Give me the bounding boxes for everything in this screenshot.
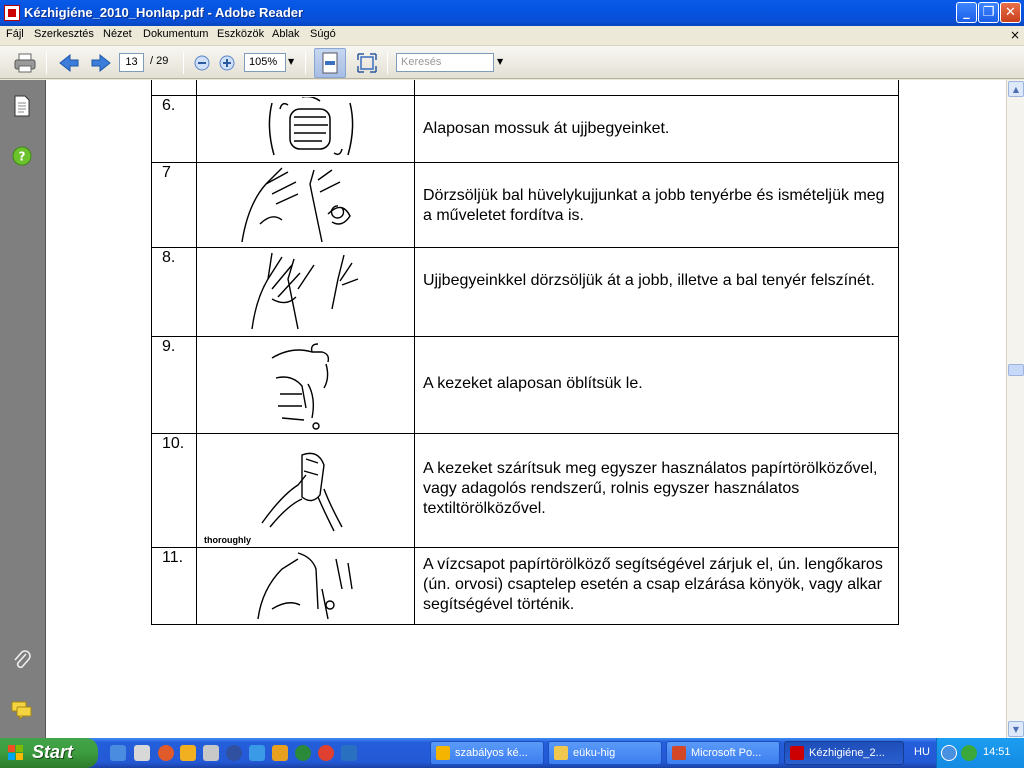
powerpoint-icon (672, 746, 686, 760)
scroll-down-button[interactable] (1008, 721, 1024, 737)
paperclip-icon (12, 649, 32, 671)
column-divider (414, 162, 415, 247)
column-divider (196, 95, 197, 162)
folder-icon (554, 746, 568, 760)
chrome-icon (436, 746, 450, 760)
dry-hands-illustration (202, 435, 408, 549)
menu-view[interactable]: Nézet (103, 28, 132, 40)
taskbar-item-label: szabályos ké... (455, 747, 528, 759)
arrow-right-icon (90, 53, 112, 73)
palm-rub-illustration (202, 249, 408, 339)
step-text: A kezeket alaposan öblítsük le. (423, 375, 643, 392)
zoom-out-icon (193, 54, 211, 72)
table-row (151, 433, 899, 548)
window-title: Kézhigiéne_2010_Honlap.pdf - Adobe Reader (24, 5, 304, 20)
table-row (151, 162, 899, 248)
step-number: 10. (162, 435, 185, 452)
step-text: Dörzsöljük bal hüvelykujjunkat a jobb tenyérbe és ismételjük meg a műveletet fordítva is. (423, 187, 885, 224)
taskbar (0, 738, 1024, 768)
full-screen-button[interactable] (354, 50, 380, 76)
column-divider (196, 80, 197, 95)
toolbar-separator (183, 52, 184, 74)
pages-panel-button[interactable] (10, 94, 34, 118)
fit-page-icon (315, 49, 345, 77)
start-button[interactable] (0, 738, 98, 768)
print-button[interactable] (12, 50, 38, 76)
toolbar-separator (305, 52, 306, 74)
table-row (151, 95, 899, 163)
step-text: A vízcsapot papírtörölköző segítségével zárjuk el, ún. lengőkaros (ún. orvosi) csaptelep esetén a csap elzárása könyök, vagy alkar segítségével történik. (423, 556, 883, 613)
system-tray (936, 738, 1024, 768)
column-divider (414, 80, 415, 95)
fit-width-button[interactable] (314, 48, 346, 78)
quicklaunch-icon[interactable] (203, 745, 219, 761)
step-number: 8. (162, 249, 176, 266)
toolbar-separator (387, 52, 388, 74)
zoom-in-icon (218, 54, 236, 72)
menu-window[interactable]: Ablak (272, 28, 300, 40)
column-divider (196, 433, 197, 547)
menu-document[interactable]: Dokumentum (143, 28, 209, 40)
table-row (151, 547, 899, 625)
column-divider (414, 247, 415, 336)
start-label: Start (32, 742, 74, 762)
printer-icon (13, 52, 37, 74)
restore-icon: ❐ (982, 5, 995, 20)
taskbar-item-chrome[interactable] (430, 741, 544, 765)
rinse-hands-illustration (202, 338, 408, 436)
step-number: 9. (162, 338, 176, 355)
close-tap-illustration (202, 549, 408, 627)
search-input[interactable]: Keresés (396, 53, 494, 72)
step-number: 6. (162, 97, 176, 114)
thumb-rub-illustration (202, 164, 408, 250)
menu-tools[interactable]: Eszközök (217, 28, 265, 40)
column-divider (196, 336, 197, 433)
comments-button[interactable] (10, 698, 34, 722)
column-divider (414, 336, 415, 433)
language-indicator[interactable]: HU (914, 746, 930, 758)
zoom-input[interactable]: 105% (244, 53, 286, 72)
menu-bar (0, 26, 1024, 46)
quicklaunch-icon[interactable] (341, 745, 357, 761)
step-text: Alaposan mossuk át ujjbegyeinket. (423, 120, 670, 137)
zoom-out-button[interactable] (189, 50, 215, 76)
table-row (151, 336, 899, 434)
attachments-button[interactable] (10, 648, 34, 672)
vertical-scrollbar[interactable] (1006, 80, 1024, 738)
quicklaunch-icon[interactable] (226, 745, 242, 761)
maximize-button[interactable] (978, 2, 999, 23)
column-divider (196, 247, 197, 336)
arrow-left-icon (58, 53, 80, 73)
scroll-thumb[interactable] (1008, 364, 1024, 376)
page-total: / 29 (150, 55, 169, 67)
help-icon (12, 146, 32, 166)
page-icon (13, 95, 31, 117)
step-number: 11. (162, 549, 184, 566)
quicklaunch-icon[interactable] (158, 745, 174, 761)
toolbar (0, 46, 1024, 79)
expand-icon (356, 52, 378, 74)
document-view[interactable] (46, 80, 1006, 738)
taskbar-item-adobe-reader[interactable] (784, 741, 904, 765)
windows-logo-icon (8, 745, 24, 761)
chevron-up-icon: ▲ (1012, 84, 1020, 94)
column-divider (196, 162, 197, 247)
close-document-icon[interactable]: × (1010, 28, 1021, 42)
tray-status-icon[interactable] (961, 745, 977, 761)
quicklaunch-icon[interactable] (272, 745, 288, 761)
quicklaunch-icon[interactable] (134, 745, 150, 761)
step-text: Ujjbegyeinkkel dörzsöljük át a jobb, illetve a bal tenyér felszínét. (423, 272, 875, 289)
menu-file[interactable]: Fájl (6, 28, 24, 40)
menu-help[interactable]: Súgó (310, 28, 336, 40)
table-row-partial (151, 80, 899, 96)
comment-icon (11, 700, 33, 720)
hands-fingertips-illustration (202, 97, 408, 165)
svg-text:thoroughly: thoroughly (204, 535, 251, 545)
close-icon: ✕ (1005, 5, 1016, 20)
taskbar-item-label: Microsoft Po... (691, 747, 762, 759)
zoom-dropdown-icon[interactable]: ▼ (288, 57, 295, 66)
taskbar-item-folder[interactable] (548, 741, 662, 765)
adobe-reader-icon (790, 746, 804, 760)
table-row (151, 247, 899, 337)
column-divider (196, 547, 197, 624)
taskbar-item-label: eüku-hig (573, 747, 616, 759)
clock: 14:51 (983, 746, 1011, 758)
show-hidden-icons-button[interactable] (941, 745, 957, 761)
taskbar-item-label: Kézhigiéne_2... (809, 747, 885, 759)
previous-page-button[interactable] (56, 50, 82, 76)
quicklaunch-icon[interactable] (110, 745, 126, 761)
step-number: 7 (162, 164, 171, 181)
quicklaunch-icon[interactable] (295, 745, 311, 761)
quicklaunch-icon[interactable] (180, 745, 196, 761)
search-dropdown-icon[interactable]: ▼ (497, 57, 504, 66)
toolbar-separator (46, 52, 47, 74)
column-divider (414, 95, 415, 162)
minimize-button[interactable] (956, 2, 977, 23)
navigation-pane (0, 80, 46, 738)
close-button[interactable] (1000, 2, 1021, 23)
menu-edit[interactable]: Szerkesztés (34, 28, 94, 40)
column-divider (414, 433, 415, 547)
zoom-in-button[interactable] (214, 50, 240, 76)
step-text: A kezeket szárítsuk meg egyszer használatos papírtörölközővel, vagy adagolós rendszerű, rolnis egyszer használatos textiltörölközővel. (423, 460, 878, 517)
internet-explorer-icon[interactable] (249, 745, 265, 761)
title-bar (0, 0, 1024, 26)
svg-text:?: ? (18, 149, 26, 164)
help-button[interactable] (10, 144, 34, 168)
scroll-up-button[interactable] (1008, 81, 1024, 97)
adobe-reader-icon (4, 5, 20, 21)
chrome-icon[interactable] (318, 745, 334, 761)
minimize-icon: _ (963, 5, 970, 20)
taskbar-item-powerpoint[interactable] (666, 741, 780, 765)
column-divider (414, 547, 415, 624)
page-number-input[interactable]: 13 (119, 53, 144, 72)
chevron-down-icon: ▼ (1012, 724, 1020, 734)
next-page-button[interactable] (88, 50, 114, 76)
